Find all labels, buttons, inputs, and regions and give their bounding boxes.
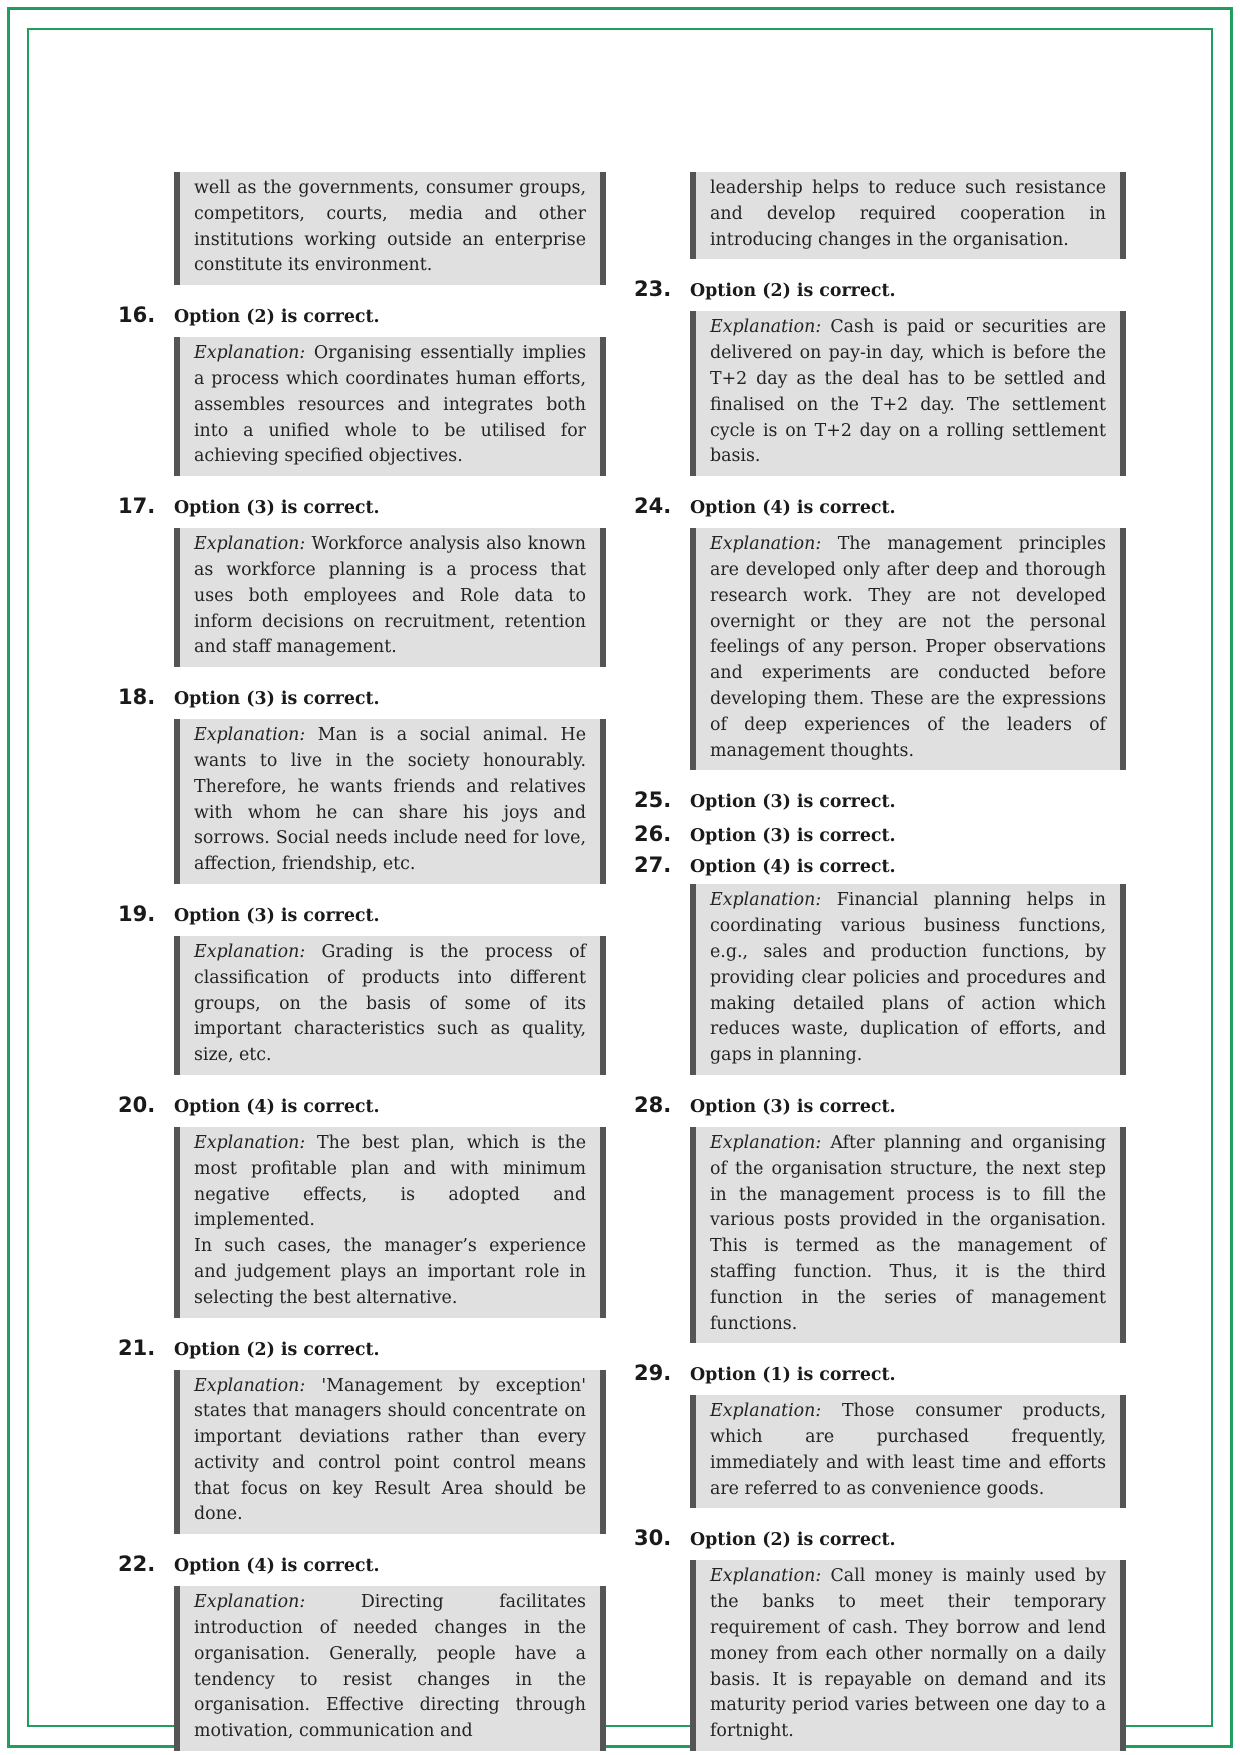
explanation-label: Explanation: [710, 890, 822, 911]
answer-option: Option (4) is correct. [174, 1556, 380, 1577]
explanation-text: Those consumer products, which are purchased frequently, immediately and with least time and efforts are referred to as convenience goods. [710, 1401, 1106, 1499]
question-number: 20. [118, 1092, 156, 1117]
explanation-box [174, 936, 606, 1075]
answer-item-21 [118, 1336, 606, 1535]
answer-item-30 [634, 1526, 1126, 1751]
explanation-box [690, 1560, 1126, 1751]
question-number: 23. [634, 277, 672, 302]
answer-item-16 [118, 303, 606, 476]
answer-item-17 [118, 494, 606, 667]
answer-item-20 [118, 1093, 606, 1318]
answer-option: Option (1) is correct. [690, 1365, 896, 1386]
explanation-box [690, 311, 1126, 476]
explanation-text: Directing facilitates introduction of needed changes in the organisation. Generally, people have a tendency to resist changes in the organisation. Effective directing through motivation, communication and [194, 1592, 586, 1742]
explanation-text: Financial planning helps in coordinating various business functions, e.g., sales and production functions, by providing clear policies and procedures and making detailed plans of action which reduces waste, duplication of efforts, and gaps in planning. [710, 890, 1106, 1066]
answer-item-23 [634, 277, 1126, 476]
question-number: 24. [634, 494, 672, 519]
explanation-box [174, 528, 606, 667]
explanation-box [174, 1127, 606, 1318]
continued-explanation-box [690, 172, 1126, 259]
question-number: 17. [118, 494, 156, 519]
answer-option: Option (3) is correct. [690, 792, 896, 813]
explanation-label: Explanation: [194, 725, 306, 746]
explanation-label: Explanation: [710, 317, 822, 338]
answer-option: Option (2) is correct. [174, 307, 380, 328]
question-number: 19. [118, 901, 156, 926]
question-number: 28. [634, 1092, 672, 1117]
explanation-text: Cash is paid or securities are delivered on pay-in day, which is before the T+2 day as the deal has to be settled and finalised on the T+2 day. The settlement cycle is on T+2 day on a rolling settlement basis. [710, 317, 1106, 467]
question-number: 21. [118, 1335, 156, 1360]
explanation-text: The management principles are developed only after deep and thorough research work. They are not developed overnight or they are not the personal feelings of any person. Proper observations and experiments are conducted before developing them. These are the expressions of deep experiences of the leaders of management thoughts. [710, 534, 1106, 761]
left-column [118, 172, 606, 1751]
answer-option: Option (4) is correct. [174, 1096, 380, 1117]
explanation-label: Explanation: [710, 1566, 822, 1587]
explanation-box [690, 1395, 1126, 1508]
explanation-label: Explanation: [194, 534, 306, 555]
question-number: 16. [118, 303, 156, 328]
explanation-box [690, 528, 1126, 770]
explanation-label: Explanation: [194, 1132, 306, 1153]
explanation-text: Workforce analysis also known as workforce planning is a process that uses both employees and Role data to inform decisions on recruitment, retention and staff management. [194, 534, 586, 658]
explanation-box [690, 884, 1126, 1075]
explanation-text: After planning and organising of the organisation structure, the next step in the management process is to fill the various posts provided in the organisation. This is termed as the management of staffing function. Thus, it is the third function in the series of management functions. [710, 1132, 1106, 1334]
question-number: 30. [634, 1526, 672, 1551]
question-number: 26. [634, 822, 672, 847]
answer-option: Option (3) is correct. [174, 905, 380, 926]
explanation-text-2: In such cases, the manager’s experience and judgement plays an important role in selecting the best alternative. [194, 1236, 586, 1308]
explanation-box [174, 1586, 606, 1751]
explanation-label: Explanation: [710, 1401, 822, 1422]
answer-option: Option (3) is correct. [690, 1096, 896, 1117]
continued-text: leadership helps to reduce such resistance and develop required cooperation in introducing changes in the organisation. [710, 178, 1106, 250]
question-number: 25. [634, 788, 672, 813]
continued-text: well as the governments, consumer groups, competitors, courts, media and other institutions working outside an enterprise constitute its environment. [194, 178, 586, 276]
continued-explanation-box [174, 172, 606, 285]
answer-item-29 [634, 1361, 1126, 1508]
explanation-label: Explanation: [710, 534, 822, 555]
explanation-label: Explanation: [194, 343, 306, 364]
explanation-label: Explanation: [194, 941, 306, 962]
explanation-label: Explanation: [194, 1592, 306, 1613]
explanation-text: Organising essentially implies a process which coordinates human efforts, assembles resources and integrates both into a unified whole to be utilised for achieving specified objectives. [194, 343, 586, 467]
explanation-text: Grading is the process of classification of products into different groups, on the basis of some of its important characteristics such as quality, size, etc. [194, 941, 586, 1066]
answer-item-26 [634, 822, 1126, 853]
answer-option: Option (2) is correct. [174, 1339, 380, 1360]
explanation-text: 'Management by exception' states that managers should concentrate on important deviations rather than every activity and control point control means that focus on key Result Area should be done. [194, 1375, 586, 1525]
answer-item-27 [634, 853, 1126, 1075]
answer-option: Option (3) is correct. [690, 826, 896, 847]
right-column [634, 172, 1126, 1751]
question-number: 18. [118, 685, 156, 710]
answer-option: Option (2) is correct. [690, 1530, 896, 1551]
answer-item-18 [118, 685, 606, 884]
explanation-label: Explanation: [710, 1132, 822, 1153]
answer-item-22 [118, 1552, 606, 1751]
explanation-box [174, 337, 606, 476]
explanation-text: Man is a social animal. He wants to live in the society honourably. Therefore, he wants friends and relatives with whom he can share his joys and sorrows. Social needs include need for love, affection, friendship, etc. [194, 725, 586, 875]
answer-item-24 [634, 494, 1126, 770]
question-number: 27. [634, 853, 672, 878]
answer-option: Option (2) is correct. [690, 281, 896, 302]
explanation-text: The best plan, which is the most profitable plan and with minimum negative effects, is adopted and implemented. [194, 1132, 586, 1231]
explanation-box [690, 1127, 1126, 1343]
answer-item-19 [118, 902, 606, 1075]
answer-item-25 [634, 788, 1126, 822]
explanation-label: Explanation: [194, 1375, 306, 1396]
answer-option: Option (4) is correct. [690, 857, 896, 878]
answer-item-28 [634, 1093, 1126, 1343]
answer-option: Option (3) is correct. [174, 498, 380, 519]
explanation-box [174, 1370, 606, 1535]
question-number: 29. [634, 1361, 672, 1386]
answer-option: Option (4) is correct. [690, 498, 896, 519]
question-number: 22. [118, 1552, 156, 1577]
answer-option: Option (3) is correct. [174, 689, 380, 710]
explanation-box [174, 719, 606, 884]
explanation-text: Call money is mainly used by the banks to meet their temporary requirement of cash. They borrow and lend money from each other normally on a daily basis. It is repayable on demand and its maturity period varies between one day to a fortnight. [710, 1566, 1106, 1742]
